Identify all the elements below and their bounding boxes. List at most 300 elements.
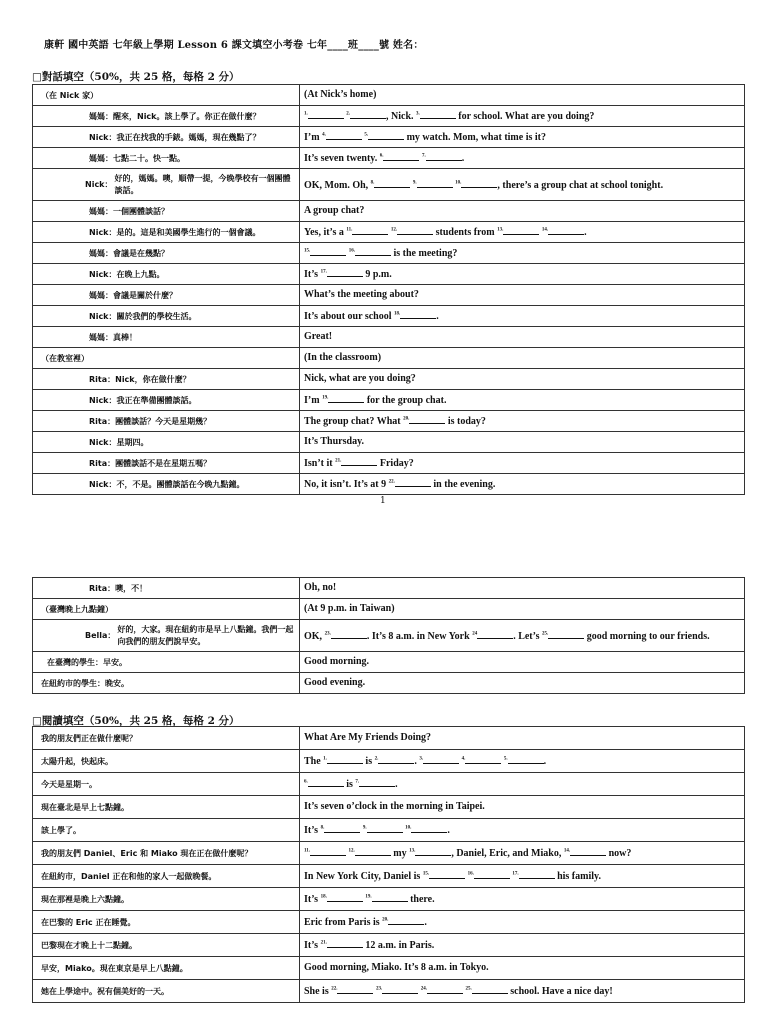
chinese-prompt-cell xyxy=(33,934,300,957)
sentence-text: . It’s 8 a.m. in New York xyxy=(366,630,473,642)
sentence-text: . xyxy=(461,153,465,164)
answer-blank[interactable] xyxy=(415,846,451,856)
chinese-prompt-text: 太陽升起，快起床。 xyxy=(41,756,113,766)
answer-blank[interactable] xyxy=(310,246,346,256)
answer-blank[interactable] xyxy=(308,777,344,787)
answer-blank[interactable] xyxy=(355,246,391,256)
table-row xyxy=(33,327,745,348)
sentence-text: school. Have a nice day! xyxy=(507,986,613,997)
blank-number: 24 xyxy=(472,631,478,637)
sentence-text: 9 p.m. xyxy=(362,269,392,280)
blank-number: 17. xyxy=(512,871,519,877)
answer-blank[interactable] xyxy=(341,456,377,466)
table-row xyxy=(33,148,745,169)
answer-blank[interactable] xyxy=(426,151,462,161)
sentence-text: It’s xyxy=(304,269,321,280)
chinese-prompt-cell xyxy=(33,306,300,327)
answer-blank[interactable] xyxy=(308,109,344,119)
table-row xyxy=(33,578,745,599)
blank-number: 3. xyxy=(416,111,420,117)
table-row xyxy=(33,285,745,306)
answer-blank[interactable] xyxy=(337,984,373,994)
blank-number: 2. xyxy=(346,111,350,117)
sentence-text: . xyxy=(395,779,398,790)
blank-number: 17. xyxy=(320,269,327,275)
chinese-prompt-text: Nick：不，不是。團體談話在今晚九點鐘。 xyxy=(89,479,245,489)
sentence-text: It’s xyxy=(304,940,321,951)
english-sentence-cell xyxy=(300,673,745,694)
sentence-text: What’s the meeting about? xyxy=(304,289,419,300)
english-sentence-cell xyxy=(300,348,745,369)
blank-number: 20. xyxy=(403,416,410,422)
answer-blank[interactable] xyxy=(427,984,463,994)
chinese-prompt-text: Rita：團體談話不是在星期五嗎？ xyxy=(89,458,212,468)
answer-blank[interactable] xyxy=(503,225,539,235)
chinese-prompt-text: 好的，大家。現在紐約市是早上八點鐘。我們一起向我們的朋友們說早安。 xyxy=(117,624,294,646)
english-sentence-cell xyxy=(300,957,745,980)
answer-blank[interactable] xyxy=(423,754,459,764)
chinese-prompt-text: 在巴黎的 Eric 正在睡覺。 xyxy=(41,917,136,927)
chinese-prompt-cell xyxy=(33,127,300,148)
answer-blank[interactable] xyxy=(383,151,419,161)
answer-blank[interactable] xyxy=(327,754,363,764)
blank-number: 12. xyxy=(348,848,355,854)
chinese-prompt-text: 媽媽：會議是在幾點？ xyxy=(89,248,169,258)
sentence-text: . xyxy=(414,756,420,767)
english-sentence-cell xyxy=(300,453,745,474)
english-sentence-cell xyxy=(300,264,745,285)
table-row xyxy=(33,243,745,264)
blank-number: 6. xyxy=(304,779,308,785)
answer-blank[interactable] xyxy=(328,393,364,403)
sentence-text: is xyxy=(343,779,356,790)
answer-blank[interactable] xyxy=(465,754,501,764)
chinese-prompt-text: 好的，媽媽。噢，順帶一提，今晚學校有一個團體談話。 xyxy=(114,173,291,195)
english-sentence-cell xyxy=(300,819,745,842)
table-row xyxy=(33,411,745,432)
chinese-prompt-cell xyxy=(33,432,300,453)
chinese-prompt-cell xyxy=(33,652,300,673)
sentence-text: . xyxy=(584,227,587,238)
sentence-text: . Let’s xyxy=(513,630,542,642)
blank-number: 10. xyxy=(405,825,412,831)
chinese-prompt-text: 媽媽：真棒！ xyxy=(89,332,137,342)
chinese-prompt-cell xyxy=(33,842,300,865)
answer-blank[interactable] xyxy=(461,178,497,188)
answer-blank[interactable] xyxy=(417,178,453,188)
answer-blank[interactable] xyxy=(548,629,584,639)
sentence-text: . xyxy=(447,825,450,836)
blank-number: 24. xyxy=(420,986,427,992)
answer-blank[interactable] xyxy=(508,754,544,764)
blank-number: 16. xyxy=(348,248,355,254)
answer-blank[interactable] xyxy=(570,846,606,856)
table-row xyxy=(33,819,745,842)
answer-blank[interactable] xyxy=(382,984,418,994)
sentence-text: Oh, no! xyxy=(304,582,337,593)
answer-blank[interactable] xyxy=(352,225,388,235)
chinese-prompt-cell xyxy=(33,201,300,222)
answer-blank[interactable] xyxy=(324,823,360,833)
sentence-text: Nick, what are you doing? xyxy=(304,373,416,384)
chinese-prompt-cell xyxy=(33,285,300,306)
sentence-text: there. xyxy=(407,894,435,905)
english-sentence-cell xyxy=(300,390,745,411)
english-sentence-cell xyxy=(300,727,745,750)
chinese-prompt-cell xyxy=(33,474,300,495)
answer-blank[interactable] xyxy=(472,984,508,994)
blank-number: 2. xyxy=(374,756,379,762)
chinese-prompt-cell xyxy=(33,599,300,620)
blank-number: 13. xyxy=(409,848,416,854)
chinese-prompt-cell xyxy=(33,620,300,652)
table-row xyxy=(33,842,745,865)
sentence-text: Yes, it’s a xyxy=(304,227,347,238)
chinese-prompt-text: （在 Nick 家） xyxy=(41,90,99,100)
english-sentence-cell xyxy=(300,201,745,222)
answer-blank[interactable] xyxy=(411,823,447,833)
sentence-text: for the group chat. xyxy=(364,395,447,406)
chinese-prompt-text: 巴黎現在才晚上十二點鐘。 xyxy=(41,940,137,950)
sentence-text: It’s about our school xyxy=(304,311,395,322)
blank-number: 9. xyxy=(412,180,417,186)
chinese-prompt-cell xyxy=(33,750,300,773)
sentence-text: is today? xyxy=(445,416,486,427)
sentence-text: , Nick. xyxy=(386,111,416,122)
sentence-text: It’s seven twenty. xyxy=(304,153,380,164)
english-sentence-cell xyxy=(300,750,745,773)
sentence-text: It’s Thursday. xyxy=(304,436,365,447)
answer-blank[interactable] xyxy=(409,414,445,424)
table-row xyxy=(33,348,745,369)
blank-number: 14. xyxy=(563,848,571,854)
blank-number: 7. xyxy=(421,153,426,159)
answer-blank[interactable] xyxy=(420,109,456,119)
sentence-text: , Daniel, Eric, and Miako, xyxy=(451,848,564,859)
english-sentence-cell xyxy=(300,620,745,652)
english-sentence-cell xyxy=(300,127,745,148)
chinese-prompt-text: 現在臺北是早上七點鐘。 xyxy=(41,802,129,812)
dialogue-table-part1 xyxy=(32,84,745,495)
dialogue-table-part2 xyxy=(32,577,745,694)
sentence-text: OK, xyxy=(304,630,325,642)
sentence-text: is xyxy=(362,756,375,767)
table-row xyxy=(33,264,745,285)
table-row xyxy=(33,85,745,106)
chinese-prompt-text: Nick：在晚上九點。 xyxy=(89,269,165,279)
reading-table xyxy=(32,726,745,1003)
sentence-text: now? xyxy=(606,848,632,859)
sentence-text: 12 a.m. in Paris. xyxy=(362,940,435,951)
table-row xyxy=(33,750,745,773)
chinese-prompt-text: Nick：我正在準備團體談話。 xyxy=(89,395,197,405)
table-row xyxy=(33,390,745,411)
sentence-text: my xyxy=(390,848,410,859)
table-row xyxy=(33,980,745,1003)
chinese-prompt-text: 在臺灣的學生：早安。 xyxy=(47,657,127,667)
table-row xyxy=(33,222,745,243)
blank-number: 4. xyxy=(322,132,326,138)
table-row xyxy=(33,127,745,148)
blank-number: 23. xyxy=(324,631,331,637)
sentence-text: Good morning. xyxy=(304,656,370,667)
chinese-prompt-text: 媽媽：會議是關於什麼？ xyxy=(89,290,177,300)
sentence-text: . xyxy=(436,311,439,322)
sentence-text: . xyxy=(543,756,547,767)
chinese-prompt-cell xyxy=(33,578,300,599)
answer-blank[interactable] xyxy=(474,869,510,879)
sentence-text: (In the classroom) xyxy=(304,352,382,363)
answer-blank[interactable] xyxy=(310,846,346,856)
english-sentence-cell xyxy=(300,411,745,432)
blank-number: 22. xyxy=(331,986,338,992)
blank-number: 1. xyxy=(323,756,327,762)
chinese-prompt-cell xyxy=(33,957,300,980)
chinese-prompt-cell xyxy=(33,148,300,169)
answer-blank[interactable] xyxy=(368,130,404,140)
sentence-text: In New York City, Daniel is xyxy=(304,871,423,882)
english-sentence-cell xyxy=(300,148,745,169)
blank-number: 3. xyxy=(419,756,424,762)
chinese-prompt-cell xyxy=(33,85,300,106)
table-row xyxy=(33,620,745,652)
blank-number: 18. xyxy=(320,894,327,900)
english-sentence-cell xyxy=(300,369,745,390)
english-sentence-cell xyxy=(300,652,745,673)
blank-number: 10. xyxy=(455,180,462,186)
sentence-text: It’s xyxy=(304,894,321,905)
answer-blank[interactable] xyxy=(367,823,403,833)
answer-blank[interactable] xyxy=(327,938,363,948)
table-row xyxy=(33,888,745,911)
blank-number: 13. xyxy=(497,227,504,233)
answer-blank[interactable] xyxy=(350,109,386,119)
english-sentence-cell xyxy=(300,578,745,599)
answer-blank[interactable] xyxy=(359,777,395,787)
chinese-prompt-text: Nick：星期四。 xyxy=(89,437,149,447)
english-sentence-cell xyxy=(300,865,745,888)
blank-number: 15. xyxy=(304,248,311,254)
chinese-prompt-text: 媽媽：一個團體談話？ xyxy=(89,206,169,216)
sentence-text: good morning to our friends. xyxy=(584,630,710,642)
blank-number: 14. xyxy=(541,227,549,233)
english-sentence-cell xyxy=(300,432,745,453)
chinese-prompt-cell xyxy=(33,390,300,411)
answer-blank[interactable] xyxy=(400,309,436,319)
chinese-prompt-cell xyxy=(33,243,300,264)
section-title-dialogue: □對話填空（50%，共 25 格，每格 2 分） xyxy=(32,71,240,83)
sentence-text: No, it isn’t. It’s at 9 xyxy=(304,479,389,490)
sentence-text: Great! xyxy=(304,331,333,342)
english-sentence-cell xyxy=(300,222,745,243)
sentence-text: A group chat? xyxy=(304,205,365,216)
sentence-text: is the meeting? xyxy=(391,248,458,259)
blank-number: 15. xyxy=(422,871,430,877)
chinese-prompt-cell xyxy=(33,727,300,750)
english-sentence-cell xyxy=(300,934,745,957)
english-sentence-cell xyxy=(300,169,745,201)
answer-blank[interactable] xyxy=(397,225,433,235)
chinese-prompt-cell xyxy=(33,411,300,432)
english-sentence-cell xyxy=(300,243,745,264)
chinese-prompt-cell xyxy=(33,980,300,1003)
blank-number: 7. xyxy=(355,779,360,785)
chinese-prompt-text: Nick：關於我們的學校生活。 xyxy=(89,311,197,321)
chinese-prompt-text: 今天是星期一。 xyxy=(41,779,97,789)
english-sentence-cell xyxy=(300,474,745,495)
answer-blank[interactable] xyxy=(372,892,408,902)
sentence-text: his family. xyxy=(554,871,601,882)
sentence-text: my watch. Mom, what time is it? xyxy=(404,132,546,143)
table-row xyxy=(33,865,745,888)
chinese-prompt-text: Nick：我正在找我的手錶。媽媽，現在幾點了？ xyxy=(89,132,261,142)
table-row xyxy=(33,652,745,673)
answer-blank[interactable] xyxy=(429,869,465,879)
sentence-text: students from xyxy=(433,227,498,238)
chinese-prompt-text: 現在那裡是晚上六點鐘。 xyxy=(41,894,129,904)
section-title-reading: □閱讀填空（50%，共 25 格，每格 2 分） xyxy=(32,715,240,727)
blank-number: 23. xyxy=(375,986,383,992)
chinese-prompt-text: 在紐約市的學生：晚安。 xyxy=(41,678,129,688)
blank-number: 5. xyxy=(364,132,369,138)
chinese-prompt-cell xyxy=(33,222,300,243)
english-sentence-cell xyxy=(300,842,745,865)
blank-number: 11. xyxy=(346,227,353,233)
table-row xyxy=(33,934,745,957)
chinese-prompt-cell xyxy=(33,911,300,934)
blank-number: 19. xyxy=(365,894,372,900)
blank-number: 11. xyxy=(304,848,310,854)
english-sentence-cell xyxy=(300,773,745,796)
sentence-text: It’s seven o’clock in the morning in Taipei. xyxy=(304,801,485,812)
chinese-prompt-text: （臺灣晚上九點鐘） xyxy=(41,604,113,614)
blank-number: 12. xyxy=(390,227,398,233)
chinese-prompt-text: （在教室裡） xyxy=(41,353,89,363)
table-row xyxy=(33,673,745,694)
answer-blank[interactable] xyxy=(519,869,555,879)
table-row xyxy=(33,169,745,201)
sentence-text: Good morning, Miako. It’s 8 a.m. in Tokyo. xyxy=(304,962,489,973)
answer-blank[interactable] xyxy=(548,225,584,235)
answer-blank[interactable] xyxy=(327,892,363,902)
table-row xyxy=(33,201,745,222)
blank-number: 21. xyxy=(335,458,342,464)
answer-blank[interactable] xyxy=(326,130,362,140)
speaker-label: Nick： xyxy=(85,180,113,189)
chinese-prompt-text: Nick：是的。這是和美國學生進行的一個會議。 xyxy=(89,227,261,237)
chinese-prompt-text: 該上學了。 xyxy=(41,825,81,835)
chinese-prompt-text: 早安，Miako。現在東京是早上八點鐘。 xyxy=(41,963,188,973)
chinese-prompt-cell xyxy=(33,453,300,474)
answer-blank[interactable] xyxy=(388,915,424,925)
table-row xyxy=(33,599,745,620)
blank-number: 25. xyxy=(541,631,549,637)
chinese-prompt-cell xyxy=(33,327,300,348)
english-sentence-cell xyxy=(300,285,745,306)
table-row xyxy=(33,306,745,327)
chinese-prompt-text: 媽媽：醒來，Nick。該上學了。你正在做什麼？ xyxy=(89,111,261,121)
table-row xyxy=(33,773,745,796)
sentence-text: OK, Mom. Oh, xyxy=(304,179,371,191)
english-sentence-cell xyxy=(300,327,745,348)
sentence-text: It’s xyxy=(304,825,321,836)
chinese-prompt-cell xyxy=(33,773,300,796)
english-sentence-cell xyxy=(300,796,745,819)
chinese-prompt-cell xyxy=(33,819,300,842)
sentence-text: I’m xyxy=(304,395,323,406)
blank-number: 9. xyxy=(362,825,367,831)
sentence-text: The group chat? What xyxy=(304,416,404,427)
table-row xyxy=(33,453,745,474)
answer-blank[interactable] xyxy=(374,178,410,188)
table-row xyxy=(33,796,745,819)
sentence-text: The xyxy=(304,756,324,767)
sentence-text: . xyxy=(424,917,427,928)
answer-blank[interactable] xyxy=(477,629,513,639)
english-sentence-cell xyxy=(300,599,745,620)
english-sentence-cell xyxy=(300,85,745,106)
sentence-text: Isn’t it xyxy=(304,458,336,469)
sentence-text: I’m xyxy=(304,132,323,143)
blank-number: 8. xyxy=(320,825,325,831)
sentence-text: in the evening. xyxy=(430,479,496,490)
answer-blank[interactable] xyxy=(355,846,391,856)
table-row xyxy=(33,106,745,127)
sentence-text: Eric from Paris is xyxy=(304,917,383,928)
chinese-prompt-cell xyxy=(33,888,300,911)
chinese-prompt-text: 在紐約市，Daniel 正在和他的家人一起做晚餐。 xyxy=(41,871,217,881)
english-sentence-cell xyxy=(300,888,745,911)
answer-blank[interactable] xyxy=(378,754,414,764)
table-row xyxy=(33,474,745,495)
chinese-prompt-cell xyxy=(33,106,300,127)
blank-number: 19. xyxy=(322,395,329,401)
sentence-text: (At 9 p.m. in Taiwan) xyxy=(304,603,395,614)
sentence-text: , there’s a group chat at school tonight. xyxy=(497,179,664,191)
english-sentence-cell xyxy=(300,106,745,127)
english-sentence-cell xyxy=(300,306,745,327)
english-sentence-cell xyxy=(300,980,745,1003)
blank-number: 6. xyxy=(379,153,384,159)
table-row xyxy=(33,911,745,934)
chinese-prompt-text: 她在上學途中。祝有個美好的一天。 xyxy=(41,986,169,996)
sentence-text: (At Nick’s home) xyxy=(304,89,377,100)
table-row xyxy=(33,369,745,390)
sentence-text: for school. What are you doing? xyxy=(455,111,595,122)
table-row xyxy=(33,957,745,980)
blank-number: 16. xyxy=(467,871,474,877)
chinese-prompt-cell xyxy=(33,673,300,694)
table-row xyxy=(33,432,745,453)
blank-number: 5. xyxy=(503,756,508,762)
answer-blank[interactable] xyxy=(331,629,367,639)
chinese-prompt-text: Rita：Nick，你在做什麼？ xyxy=(89,374,191,384)
chinese-prompt-text: 我的朋友們正在做什麼呢？ xyxy=(41,733,137,743)
blank-number: 20. xyxy=(382,917,389,923)
sentence-text: What Are My Friends Doing? xyxy=(304,732,432,743)
chinese-prompt-text: Rita：噢，不！ xyxy=(89,583,148,593)
page-number: 1 xyxy=(380,496,386,506)
answer-blank[interactable] xyxy=(395,477,431,487)
answer-blank[interactable] xyxy=(327,267,363,277)
blank-number: 1. xyxy=(304,111,308,117)
chinese-prompt-cell xyxy=(33,348,300,369)
blank-number: 21. xyxy=(320,940,327,946)
speaker-label: Bella： xyxy=(85,631,116,640)
chinese-prompt-text: 我的朋友們 Daniel、Eric 和 Miako 現在正在做什麼呢？ xyxy=(41,848,253,858)
blank-number: 22. xyxy=(388,479,395,485)
sentence-text: She is xyxy=(304,986,332,997)
